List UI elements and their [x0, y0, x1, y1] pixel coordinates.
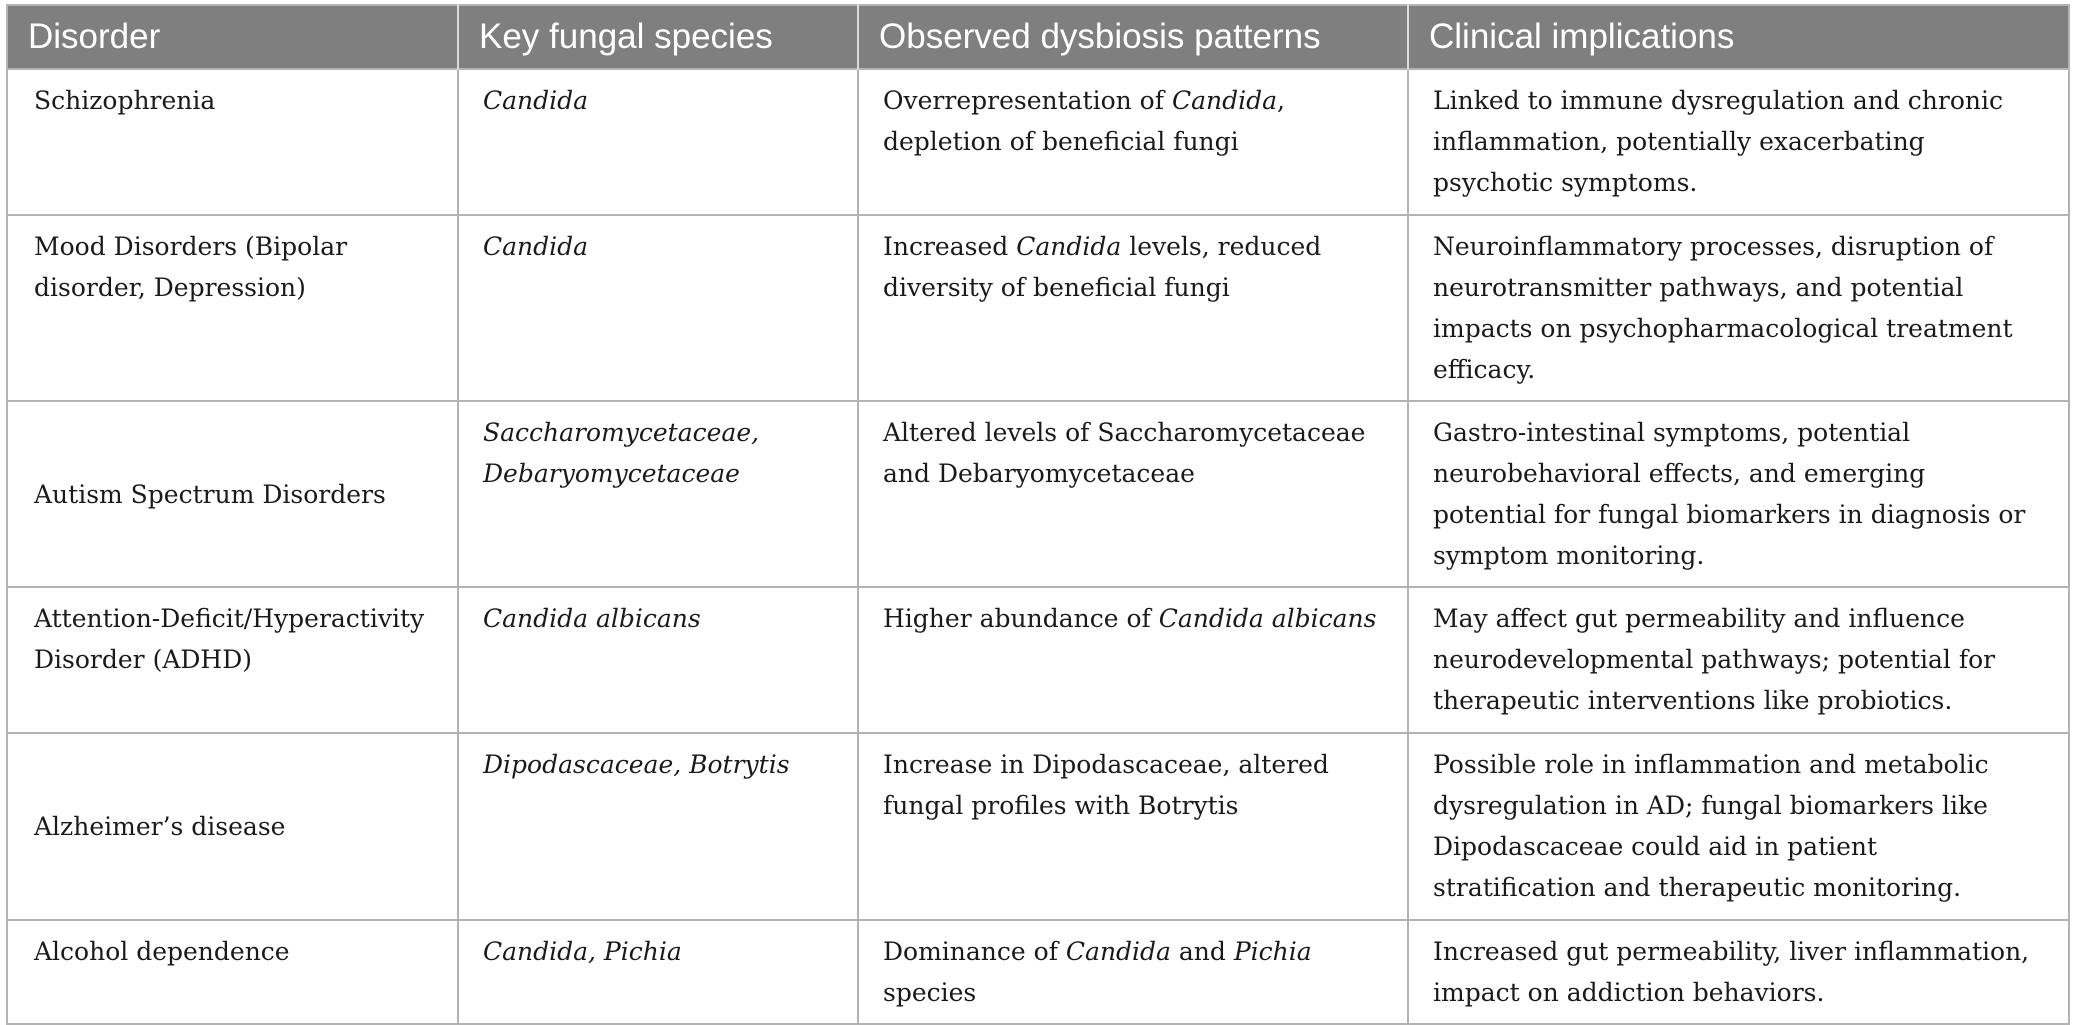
column-header-dysbiosis-patterns: Observed dysbiosis patterns: [858, 5, 1408, 69]
pattern-species: Pichia: [1233, 937, 1312, 966]
pattern-text: and: [1170, 937, 1234, 966]
species-cell: Saccharomycetaceae, Debaryomycetaceae: [458, 401, 858, 587]
pattern-text: Higher abundance of: [883, 604, 1159, 633]
pattern-cell: [858, 69, 1408, 215]
disorder-cell: Schizophrenia: [7, 69, 458, 215]
pattern-text: Increased: [883, 232, 1017, 261]
pattern-text: Dominance of: [883, 937, 1066, 966]
fungal-dysbiosis-table: [6, 4, 2070, 1025]
table-row: [7, 733, 2069, 920]
implications-cell: Gastro-intestinal symptoms, potential neurobehavioral effects, and emerging potential for fungal biomarkers in diagnosis or symptom monitoring.: [1408, 401, 2069, 587]
pattern-species: Candida albicans: [1158, 604, 1377, 633]
pattern-cell: [858, 733, 1408, 920]
disorder-cell: Alcohol dependence: [7, 920, 458, 1024]
table-row: [7, 920, 2069, 1024]
disorder-cell: Attention-Deficit/Hyperactivity Disorder (ADHD): [7, 587, 458, 733]
pattern-text: Increase in Dipodascaceae, altered fungal profiles with Botrytis: [883, 750, 1329, 820]
implications-cell: Increased gut permeability, liver inflammation, impact on addiction behaviors.: [1408, 920, 2069, 1024]
implications-cell: Neuroinflammatory processes, disruption of neurotransmitter pathways, and potential impacts on psychopharmacological treatment efficacy.: [1408, 215, 2069, 401]
header-row: [7, 5, 2069, 69]
disorder-cell: Mood Disorders (Bipolar disorder, Depression): [7, 215, 458, 401]
implications-cell: May affect gut permeability and influence neurodevelopmental pathways; potential for therapeutic interventions like probiotics.: [1408, 587, 2069, 733]
table-body: [7, 69, 2069, 1024]
pattern-text: levels, reduced diversity of beneficial fungi: [883, 232, 1322, 302]
column-header-disorder: Disorder: [7, 5, 458, 69]
pattern-cell: [858, 920, 1408, 1024]
disorder-cell: Autism Spectrum Disorders: [7, 401, 458, 587]
pattern-text: species: [883, 978, 977, 1007]
species-cell: Candida: [458, 215, 858, 401]
pattern-cell: [858, 401, 1408, 587]
table-row: [7, 69, 2069, 215]
table-row: [7, 401, 2069, 587]
table-row: [7, 587, 2069, 733]
species-cell: Candida: [458, 69, 858, 215]
species-cell: Dipodascaceae, Botrytis: [458, 733, 858, 920]
species-cell: Candida, Pichia: [458, 920, 858, 1024]
table-header: [7, 5, 2069, 69]
disorder-cell: Alzheimer’s disease: [7, 733, 458, 920]
implications-cell: Linked to immune dysregulation and chronic inflammation, potentially exacerbating psychotic symptoms.: [1408, 69, 2069, 215]
species-cell: Candida albicans: [458, 587, 858, 733]
column-header-clinical-implications: Clinical implications: [1408, 5, 2069, 69]
pattern-text: Altered levels of Saccharomycetaceae and Debaryomycetaceae: [883, 418, 1366, 488]
pattern-cell: [858, 215, 1408, 401]
pattern-text: Overrepresentation of: [883, 86, 1172, 115]
pattern-text: , depletion of beneficial fungi: [883, 86, 1285, 156]
column-header-key-fungal-species: Key fungal species: [458, 5, 858, 69]
pattern-species: Candida: [1171, 86, 1277, 115]
implications-cell: Possible role in inflammation and metabolic dysregulation in AD; fungal biomarkers like Dipodascaceae could aid in patient stratification and therapeutic monitoring.: [1408, 733, 2069, 920]
pattern-species: Candida: [1016, 232, 1122, 261]
table-row: [7, 215, 2069, 401]
pattern-cell: [858, 587, 1408, 733]
pattern-species: Candida: [1065, 937, 1171, 966]
